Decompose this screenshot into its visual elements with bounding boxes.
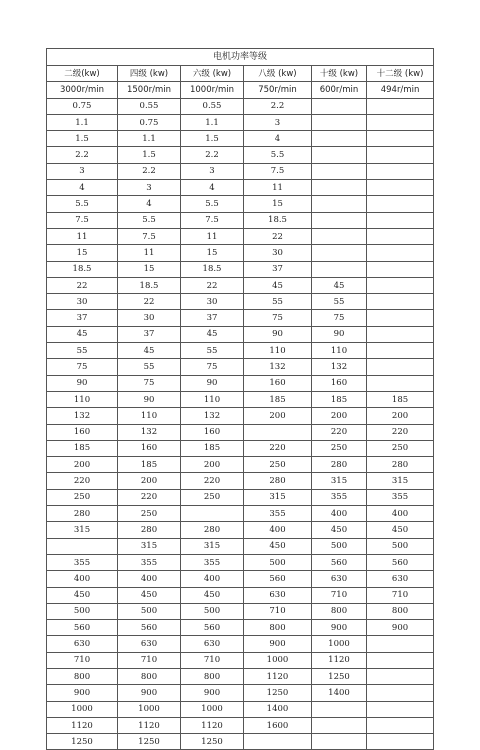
table-cell: 5.5 — [118, 212, 181, 228]
table-cell — [367, 277, 434, 293]
table-cell: 355 — [47, 554, 118, 570]
table-cell: 560 — [312, 554, 367, 570]
table-cell: 220 — [367, 424, 434, 440]
table-cell: 2.2 — [118, 163, 181, 179]
table-cell: 55 — [47, 343, 118, 359]
table-cell: 250 — [367, 440, 434, 456]
table-title-row — [47, 49, 434, 66]
table-cell: 11 — [244, 180, 312, 196]
table-row — [47, 163, 434, 179]
table-cell — [367, 668, 434, 684]
table-cell: 1.1 — [118, 131, 181, 147]
table-cell: 110 — [244, 343, 312, 359]
table-cell: 630 — [47, 636, 118, 652]
table-cell — [244, 734, 312, 750]
table-cell: 400 — [47, 571, 118, 587]
table-cell: 11 — [118, 245, 181, 261]
table-cell: 55 — [181, 343, 244, 359]
table-cell: 280 — [312, 457, 367, 473]
table-cell: 630 — [181, 636, 244, 652]
table-cell: 315 — [244, 489, 312, 505]
table-cell: 7.5 — [244, 163, 312, 179]
table-cell: 800 — [244, 620, 312, 636]
table-cell — [367, 359, 434, 375]
table-cell — [312, 734, 367, 750]
table-cell: 0.55 — [181, 98, 244, 114]
table-cell: 900 — [367, 620, 434, 636]
table-row — [47, 457, 434, 473]
table-row — [47, 440, 434, 456]
table-cell: 1400 — [312, 685, 367, 701]
table-cell — [367, 326, 434, 342]
table-cell: 400 — [181, 571, 244, 587]
header-cell: 六级 (kw) — [181, 66, 244, 82]
table-cell: 560 — [47, 620, 118, 636]
table-cell — [367, 212, 434, 228]
table-cell: 45 — [118, 343, 181, 359]
table-cell: 132 — [181, 408, 244, 424]
table-cell: 560 — [367, 554, 434, 570]
table-cell: 710 — [312, 587, 367, 603]
table-cell: 710 — [244, 603, 312, 619]
table-cell: 450 — [367, 522, 434, 538]
table-cell — [312, 163, 367, 179]
table-cell: 55 — [312, 294, 367, 310]
table-cell: 1250 — [47, 734, 118, 750]
speed-cell: 494r/min — [367, 82, 434, 98]
table-row — [47, 685, 434, 701]
table-cell: 200 — [181, 457, 244, 473]
speed-header-row — [47, 82, 434, 98]
table-cell: 500 — [118, 603, 181, 619]
header-cell: 四级 (kw) — [118, 66, 181, 82]
table-cell: 110 — [312, 343, 367, 359]
table-row — [47, 554, 434, 570]
table-cell — [181, 506, 244, 522]
speed-cell: 750r/min — [244, 82, 312, 98]
table-cell: 160 — [118, 440, 181, 456]
table-cell: 15 — [181, 245, 244, 261]
table-cell: 250 — [47, 489, 118, 505]
table-cell: 710 — [181, 652, 244, 668]
table-cell — [367, 180, 434, 196]
table-cell — [312, 701, 367, 717]
table-row — [47, 310, 434, 326]
table-cell: 800 — [312, 603, 367, 619]
table-cell: 7.5 — [47, 212, 118, 228]
table-row — [47, 408, 434, 424]
table-cell: 37 — [47, 310, 118, 326]
table-cell: 250 — [312, 440, 367, 456]
table-row — [47, 538, 434, 554]
table-cell — [367, 685, 434, 701]
table-cell: 450 — [181, 587, 244, 603]
table-cell: 220 — [118, 489, 181, 505]
table-cell: 800 — [47, 668, 118, 684]
table-cell: 185 — [47, 440, 118, 456]
table-cell: 200 — [244, 408, 312, 424]
table-cell: 4 — [47, 180, 118, 196]
table-cell — [367, 701, 434, 717]
table-cell: 1000 — [244, 652, 312, 668]
table-cell: 500 — [312, 538, 367, 554]
table-row — [47, 375, 434, 391]
table-cell: 15 — [47, 245, 118, 261]
table-cell: 280 — [118, 522, 181, 538]
table-cell: 2.2 — [181, 147, 244, 163]
table-cell: 710 — [118, 652, 181, 668]
table-cell: 90 — [244, 326, 312, 342]
table-row — [47, 603, 434, 619]
table-cell: 220 — [244, 440, 312, 456]
table-row — [47, 245, 434, 261]
table-cell: 710 — [47, 652, 118, 668]
table-row — [47, 473, 434, 489]
table-cell: 5.5 — [47, 196, 118, 212]
table-cell: 110 — [181, 391, 244, 407]
table-cell: 90 — [312, 326, 367, 342]
motor-power-table — [46, 48, 434, 750]
table-cell: 5.5 — [181, 196, 244, 212]
table-cell: 3 — [118, 180, 181, 196]
table-cell: 1.5 — [118, 147, 181, 163]
table-cell: 37 — [244, 261, 312, 277]
table-cell — [312, 131, 367, 147]
table-cell — [312, 228, 367, 244]
table-cell: 4 — [244, 131, 312, 147]
table-cell: 37 — [118, 326, 181, 342]
table-cell — [367, 310, 434, 326]
table-cell: 18.5 — [244, 212, 312, 228]
table-cell — [244, 424, 312, 440]
table-cell: 800 — [181, 668, 244, 684]
table-row — [47, 571, 434, 587]
table-cell — [47, 538, 118, 554]
table-cell: 15 — [244, 196, 312, 212]
table-cell: 900 — [118, 685, 181, 701]
table-cell: 400 — [312, 506, 367, 522]
table-cell: 355 — [118, 554, 181, 570]
table-cell: 450 — [47, 587, 118, 603]
table-cell: 22 — [47, 277, 118, 293]
table-cell: 315 — [367, 473, 434, 489]
table-cell: 22 — [118, 294, 181, 310]
table-cell — [312, 147, 367, 163]
table-cell: 500 — [244, 554, 312, 570]
table-cell: 45 — [244, 277, 312, 293]
table-cell: 280 — [244, 473, 312, 489]
table-cell: 250 — [181, 489, 244, 505]
table-row — [47, 489, 434, 505]
table-cell — [367, 147, 434, 163]
table-cell: 45 — [47, 326, 118, 342]
table-cell: 220 — [312, 424, 367, 440]
table-cell: 250 — [118, 506, 181, 522]
table-cell: 132 — [47, 408, 118, 424]
table-cell: 30 — [181, 294, 244, 310]
table-cell: 0.75 — [118, 114, 181, 130]
table-cell: 355 — [244, 506, 312, 522]
table-cell: 1250 — [312, 668, 367, 684]
table-cell: 2.2 — [47, 147, 118, 163]
table-cell: 355 — [181, 554, 244, 570]
table-cell: 1.1 — [181, 114, 244, 130]
table-cell: 1.1 — [47, 114, 118, 130]
table-cell: 7.5 — [181, 212, 244, 228]
table-cell: 1.5 — [181, 131, 244, 147]
table-cell: 900 — [47, 685, 118, 701]
table-cell: 315 — [118, 538, 181, 554]
table-cell: 560 — [118, 620, 181, 636]
table-cell: 18.5 — [181, 261, 244, 277]
table-cell: 75 — [181, 359, 244, 375]
table-row — [47, 668, 434, 684]
table-cell — [312, 180, 367, 196]
header-cell: 二级(kw) — [47, 66, 118, 82]
table-cell: 160 — [244, 375, 312, 391]
table-cell: 1600 — [244, 717, 312, 733]
table-cell: 37 — [181, 310, 244, 326]
table-cell: 355 — [312, 489, 367, 505]
table-row — [47, 636, 434, 652]
table-cell — [367, 163, 434, 179]
table-cell — [367, 717, 434, 733]
table-cell: 1120 — [118, 717, 181, 733]
table-row — [47, 147, 434, 163]
table-cell: 400 — [367, 506, 434, 522]
table-cell — [367, 652, 434, 668]
table-row — [47, 701, 434, 717]
table-cell — [312, 114, 367, 130]
table-cell — [367, 734, 434, 750]
table-cell: 185 — [312, 391, 367, 407]
table-row — [47, 717, 434, 733]
table-cell: 4 — [181, 180, 244, 196]
table-cell: 18.5 — [118, 277, 181, 293]
table-cell: 1400 — [244, 701, 312, 717]
table-cell — [367, 196, 434, 212]
table-cell: 75 — [312, 310, 367, 326]
table-cell — [367, 375, 434, 391]
table-cell: 55 — [118, 359, 181, 375]
table-cell: 1000 — [312, 636, 367, 652]
table-cell: 160 — [47, 424, 118, 440]
table-row — [47, 228, 434, 244]
table-row — [47, 391, 434, 407]
table-cell: 75 — [47, 359, 118, 375]
table-cell: 185 — [181, 440, 244, 456]
table-cell: 132 — [244, 359, 312, 375]
table-cell — [367, 245, 434, 261]
table-cell: 55 — [244, 294, 312, 310]
table-cell: 160 — [312, 375, 367, 391]
table-row — [47, 114, 434, 130]
table-cell: 220 — [181, 473, 244, 489]
table-cell — [312, 261, 367, 277]
table-cell: 250 — [244, 457, 312, 473]
table-cell: 400 — [244, 522, 312, 538]
table-row — [47, 326, 434, 342]
table-cell — [367, 228, 434, 244]
table-row — [47, 587, 434, 603]
table-cell: 1250 — [118, 734, 181, 750]
table-cell: 1000 — [47, 701, 118, 717]
table-row — [47, 359, 434, 375]
table-cell: 22 — [244, 228, 312, 244]
table-cell: 3 — [47, 163, 118, 179]
table-cell — [367, 636, 434, 652]
table-row — [47, 506, 434, 522]
table-row — [47, 131, 434, 147]
table-cell — [367, 98, 434, 114]
table-cell: 630 — [118, 636, 181, 652]
speed-cell: 3000r/min — [47, 82, 118, 98]
table-cell: 30 — [47, 294, 118, 310]
table-title: 电机功率等级 — [47, 49, 434, 66]
speed-cell: 600r/min — [312, 82, 367, 98]
table-cell: 90 — [181, 375, 244, 391]
table-cell: 185 — [118, 457, 181, 473]
table-cell: 900 — [244, 636, 312, 652]
table-cell — [312, 196, 367, 212]
table-row — [47, 212, 434, 228]
table-cell — [312, 98, 367, 114]
table-cell: 5.5 — [244, 147, 312, 163]
table-cell — [312, 717, 367, 733]
table-cell: 30 — [244, 245, 312, 261]
table-cell: 45 — [181, 326, 244, 342]
table-cell: 2.2 — [244, 98, 312, 114]
table-cell: 1120 — [181, 717, 244, 733]
table-row — [47, 424, 434, 440]
table-row — [47, 261, 434, 277]
table-cell — [367, 131, 434, 147]
table-cell: 110 — [118, 408, 181, 424]
table-cell: 450 — [118, 587, 181, 603]
table-cell: 800 — [118, 668, 181, 684]
table-cell: 1120 — [47, 717, 118, 733]
table-row — [47, 180, 434, 196]
table-row — [47, 294, 434, 310]
table-cell: 185 — [244, 391, 312, 407]
table-cell: 160 — [181, 424, 244, 440]
table-cell: 7.5 — [118, 228, 181, 244]
table-cell: 560 — [244, 571, 312, 587]
table-cell: 220 — [47, 473, 118, 489]
table-cell: 110 — [47, 391, 118, 407]
table-cell: 15 — [118, 261, 181, 277]
table-cell: 500 — [367, 538, 434, 554]
motor-power-table-container — [46, 48, 434, 750]
table-cell: 18.5 — [47, 261, 118, 277]
table-cell: 1000 — [181, 701, 244, 717]
table-cell: 0.75 — [47, 98, 118, 114]
table-cell: 30 — [118, 310, 181, 326]
table-cell: 45 — [312, 277, 367, 293]
table-row — [47, 98, 434, 114]
table-cell: 450 — [312, 522, 367, 538]
table-cell: 1.5 — [47, 131, 118, 147]
table-row — [47, 343, 434, 359]
pole-header-row — [47, 66, 434, 82]
table-cell: 200 — [47, 457, 118, 473]
table-cell: 630 — [367, 571, 434, 587]
table-cell — [367, 343, 434, 359]
table-cell: 11 — [47, 228, 118, 244]
table-cell: 90 — [47, 375, 118, 391]
table-cell: 11 — [181, 228, 244, 244]
table-cell: 280 — [367, 457, 434, 473]
table-cell: 1250 — [244, 685, 312, 701]
table-cell — [312, 245, 367, 261]
table-row — [47, 277, 434, 293]
table-cell: 315 — [312, 473, 367, 489]
table-row — [47, 652, 434, 668]
table-cell: 800 — [367, 603, 434, 619]
table-cell: 500 — [47, 603, 118, 619]
table-cell: 900 — [181, 685, 244, 701]
table-cell: 630 — [244, 587, 312, 603]
table-cell: 900 — [312, 620, 367, 636]
table-row — [47, 196, 434, 212]
table-cell: 315 — [47, 522, 118, 538]
table-cell: 0.55 — [118, 98, 181, 114]
table-cell: 3 — [244, 114, 312, 130]
table-cell: 280 — [181, 522, 244, 538]
header-cell: 十级 (kw) — [312, 66, 367, 82]
table-cell — [367, 294, 434, 310]
table-cell: 1120 — [244, 668, 312, 684]
table-cell: 630 — [312, 571, 367, 587]
table-cell: 22 — [181, 277, 244, 293]
table-cell: 400 — [118, 571, 181, 587]
table-cell: 450 — [244, 538, 312, 554]
table-row — [47, 522, 434, 538]
table-cell: 132 — [312, 359, 367, 375]
table-row — [47, 620, 434, 636]
table-cell: 1000 — [118, 701, 181, 717]
table-cell: 560 — [181, 620, 244, 636]
header-cell: 十二级 (kw) — [367, 66, 434, 82]
header-cell: 八级 (kw) — [244, 66, 312, 82]
table-row — [47, 734, 434, 750]
table-cell: 280 — [47, 506, 118, 522]
table-cell: 185 — [367, 391, 434, 407]
table-cell: 132 — [118, 424, 181, 440]
table-cell: 315 — [181, 538, 244, 554]
table-cell: 90 — [118, 391, 181, 407]
speed-cell: 1500r/min — [118, 82, 181, 98]
table-cell: 1250 — [181, 734, 244, 750]
table-cell: 710 — [367, 587, 434, 603]
table-cell: 1120 — [312, 652, 367, 668]
table-cell: 75 — [244, 310, 312, 326]
table-cell: 4 — [118, 196, 181, 212]
table-cell — [367, 114, 434, 130]
table-cell: 500 — [181, 603, 244, 619]
table-cell: 3 — [181, 163, 244, 179]
table-cell: 75 — [118, 375, 181, 391]
table-cell: 200 — [118, 473, 181, 489]
table-cell — [312, 212, 367, 228]
table-cell: 200 — [312, 408, 367, 424]
speed-cell: 1000r/min — [181, 82, 244, 98]
table-cell: 355 — [367, 489, 434, 505]
table-cell: 200 — [367, 408, 434, 424]
table-cell — [367, 261, 434, 277]
